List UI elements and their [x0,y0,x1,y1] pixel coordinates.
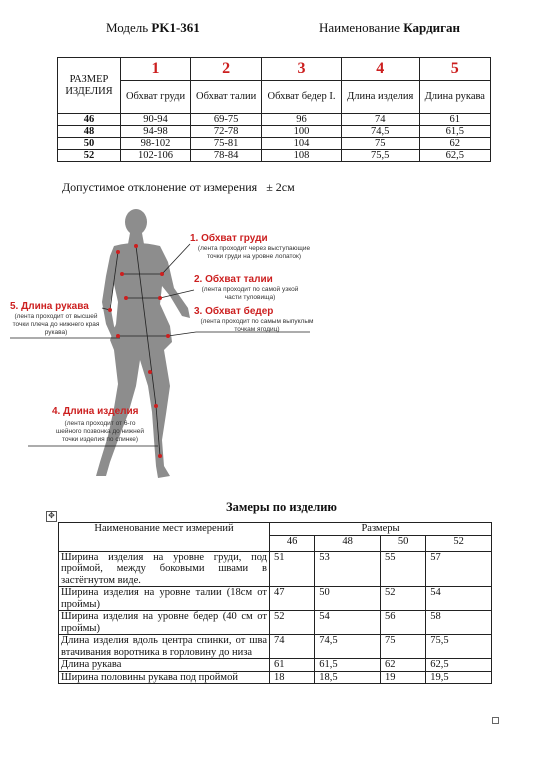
value-cell: 62,5 [419,150,490,162]
measure-value: 61,5 [315,659,381,672]
sleeve-note: (лента проходит от высшей точки плеча до нижнего края рукава) [12,313,100,336]
size-cell: 52 [58,150,121,162]
size-header: РАЗМЕР ИЗДЕЛИЯ [58,58,121,114]
measure-value: 19,5 [426,671,492,684]
sizes-header: Размеры [270,523,492,536]
measure-table-title: Замеры по изделию [226,500,337,514]
value-cell: 98-102 [121,138,191,150]
table-row [59,659,492,672]
size-col-header: 50 [380,535,425,551]
measure-value: 74 [270,635,315,659]
measure-value: 52 [270,611,315,635]
value-cell: 62 [419,138,490,150]
waist-note: (лента проходит по самой узкой части туловища) [201,286,299,301]
size-cell: 50 [58,138,121,150]
measure-value: 74,5 [315,635,381,659]
measure-value: 53 [315,551,381,587]
length-note: (лента проходит от 6-го шейного позвонка до нижней точки изделия по спинке) [56,420,144,443]
measure-value: 62,5 [426,659,492,672]
model-line [106,20,200,36]
measure-value: 58 [426,611,492,635]
value-cell: 78-84 [191,150,262,162]
chest-label: 1. Обхват груди [190,233,268,244]
measure-value: 52 [380,587,425,611]
table-row [59,551,492,587]
measure-value: 54 [315,611,381,635]
table-move-handle-icon[interactable]: ✥ [46,511,57,522]
measurement-figure [10,200,340,485]
measure-value: 18,5 [315,671,381,684]
measure-value: 47 [270,587,315,611]
name-label: Наименование [319,20,400,35]
measure-table [58,522,492,684]
table-row [59,671,492,684]
tolerance-note [62,180,295,195]
value-cell: 100 [262,126,342,138]
value-cell: 75,5 [341,150,419,162]
table-row [59,611,492,635]
waist-label: 2. Обхват талии [194,274,273,285]
value-cell: 72-78 [191,126,262,138]
measure-name: Длина рукава [59,659,270,672]
column-number: 4 [341,58,419,81]
name-value: Кардиган [403,20,461,35]
hips-note: (лента проходит по самым выпуклым точкам ягодиц) [200,318,314,333]
measure-name: Ширина изделия на уровне груди, под проймой, между боковыми швами в застёгнутом виде. [59,551,270,587]
measure-value: 55 [380,551,425,587]
chest-note: (лента проходит через выступающие точки груди на уровне лопаток) [197,245,311,260]
size-col-header: 52 [426,535,492,551]
measure-value: 50 [315,587,381,611]
column-number: 3 [262,58,342,81]
value-cell: 69-75 [191,114,262,126]
value-cell: 102-106 [121,150,191,162]
measure-name: Ширина изделия на уровне бедер (40 см от проймы) [59,611,270,635]
value-cell: 61,5 [419,126,490,138]
value-cell: 74,5 [341,126,419,138]
product-name-line [319,20,460,36]
size-col-header: 48 [315,535,381,551]
size-col-header: 46 [270,535,315,551]
length-label: 4. Длина изделия [52,406,139,417]
table-row [58,126,491,138]
table-row [58,138,491,150]
measure-value: 75,5 [426,635,492,659]
measure-value: 61 [270,659,315,672]
measure-name: Длина изделия вдоль центра спинки, от шва втачивания воротника в горловину до низа [59,635,270,659]
value-cell: 108 [262,150,342,162]
value-cell: 104 [262,138,342,150]
measure-value: 18 [270,671,315,684]
measure-value: 56 [380,611,425,635]
hips-label: 3. Обхват бедер [194,306,274,317]
measure-value: 75 [380,635,425,659]
column-number: 2 [191,58,262,81]
column-header: Длина рукава [419,81,490,114]
measure-value: 54 [426,587,492,611]
measure-name: Ширина изделия на уровне талии (18см от проймы) [59,587,270,611]
column-header: Обхват талии [191,81,262,114]
name-header: Наименование мест измерений [59,523,270,552]
measure-value: 57 [426,551,492,587]
model-value: PK1-361 [151,20,200,35]
measure-value: 19 [380,671,425,684]
measure-value: 62 [380,659,425,672]
value-cell: 74 [341,114,419,126]
column-number: 1 [121,58,191,81]
value-cell: 96 [262,114,342,126]
size-table [57,57,491,162]
value-cell: 75 [341,138,419,150]
table-row [58,150,491,162]
tolerance-text: Допустимое отклонение от измерения [62,180,258,194]
model-label: Модель [106,20,149,35]
table-row [58,114,491,126]
column-header: Обхват бедер I. [262,81,342,114]
value-cell: 61 [419,114,490,126]
measure-value: 51 [270,551,315,587]
table-row [59,635,492,659]
value-cell: 90-94 [121,114,191,126]
tolerance-value: ± 2см [266,180,295,194]
value-cell: 75-81 [191,138,262,150]
size-cell: 46 [58,114,121,126]
measure-name: Ширина половины рукава под проймой [59,671,270,684]
size-cell: 48 [58,126,121,138]
table-resize-handle[interactable] [492,717,499,724]
column-header: Длина изделия [341,81,419,114]
value-cell: 94-98 [121,126,191,138]
column-header: Обхват груди [121,81,191,114]
sleeve-label: 5. Длина рукава [10,301,89,312]
column-number: 5 [419,58,490,81]
table-row [59,587,492,611]
